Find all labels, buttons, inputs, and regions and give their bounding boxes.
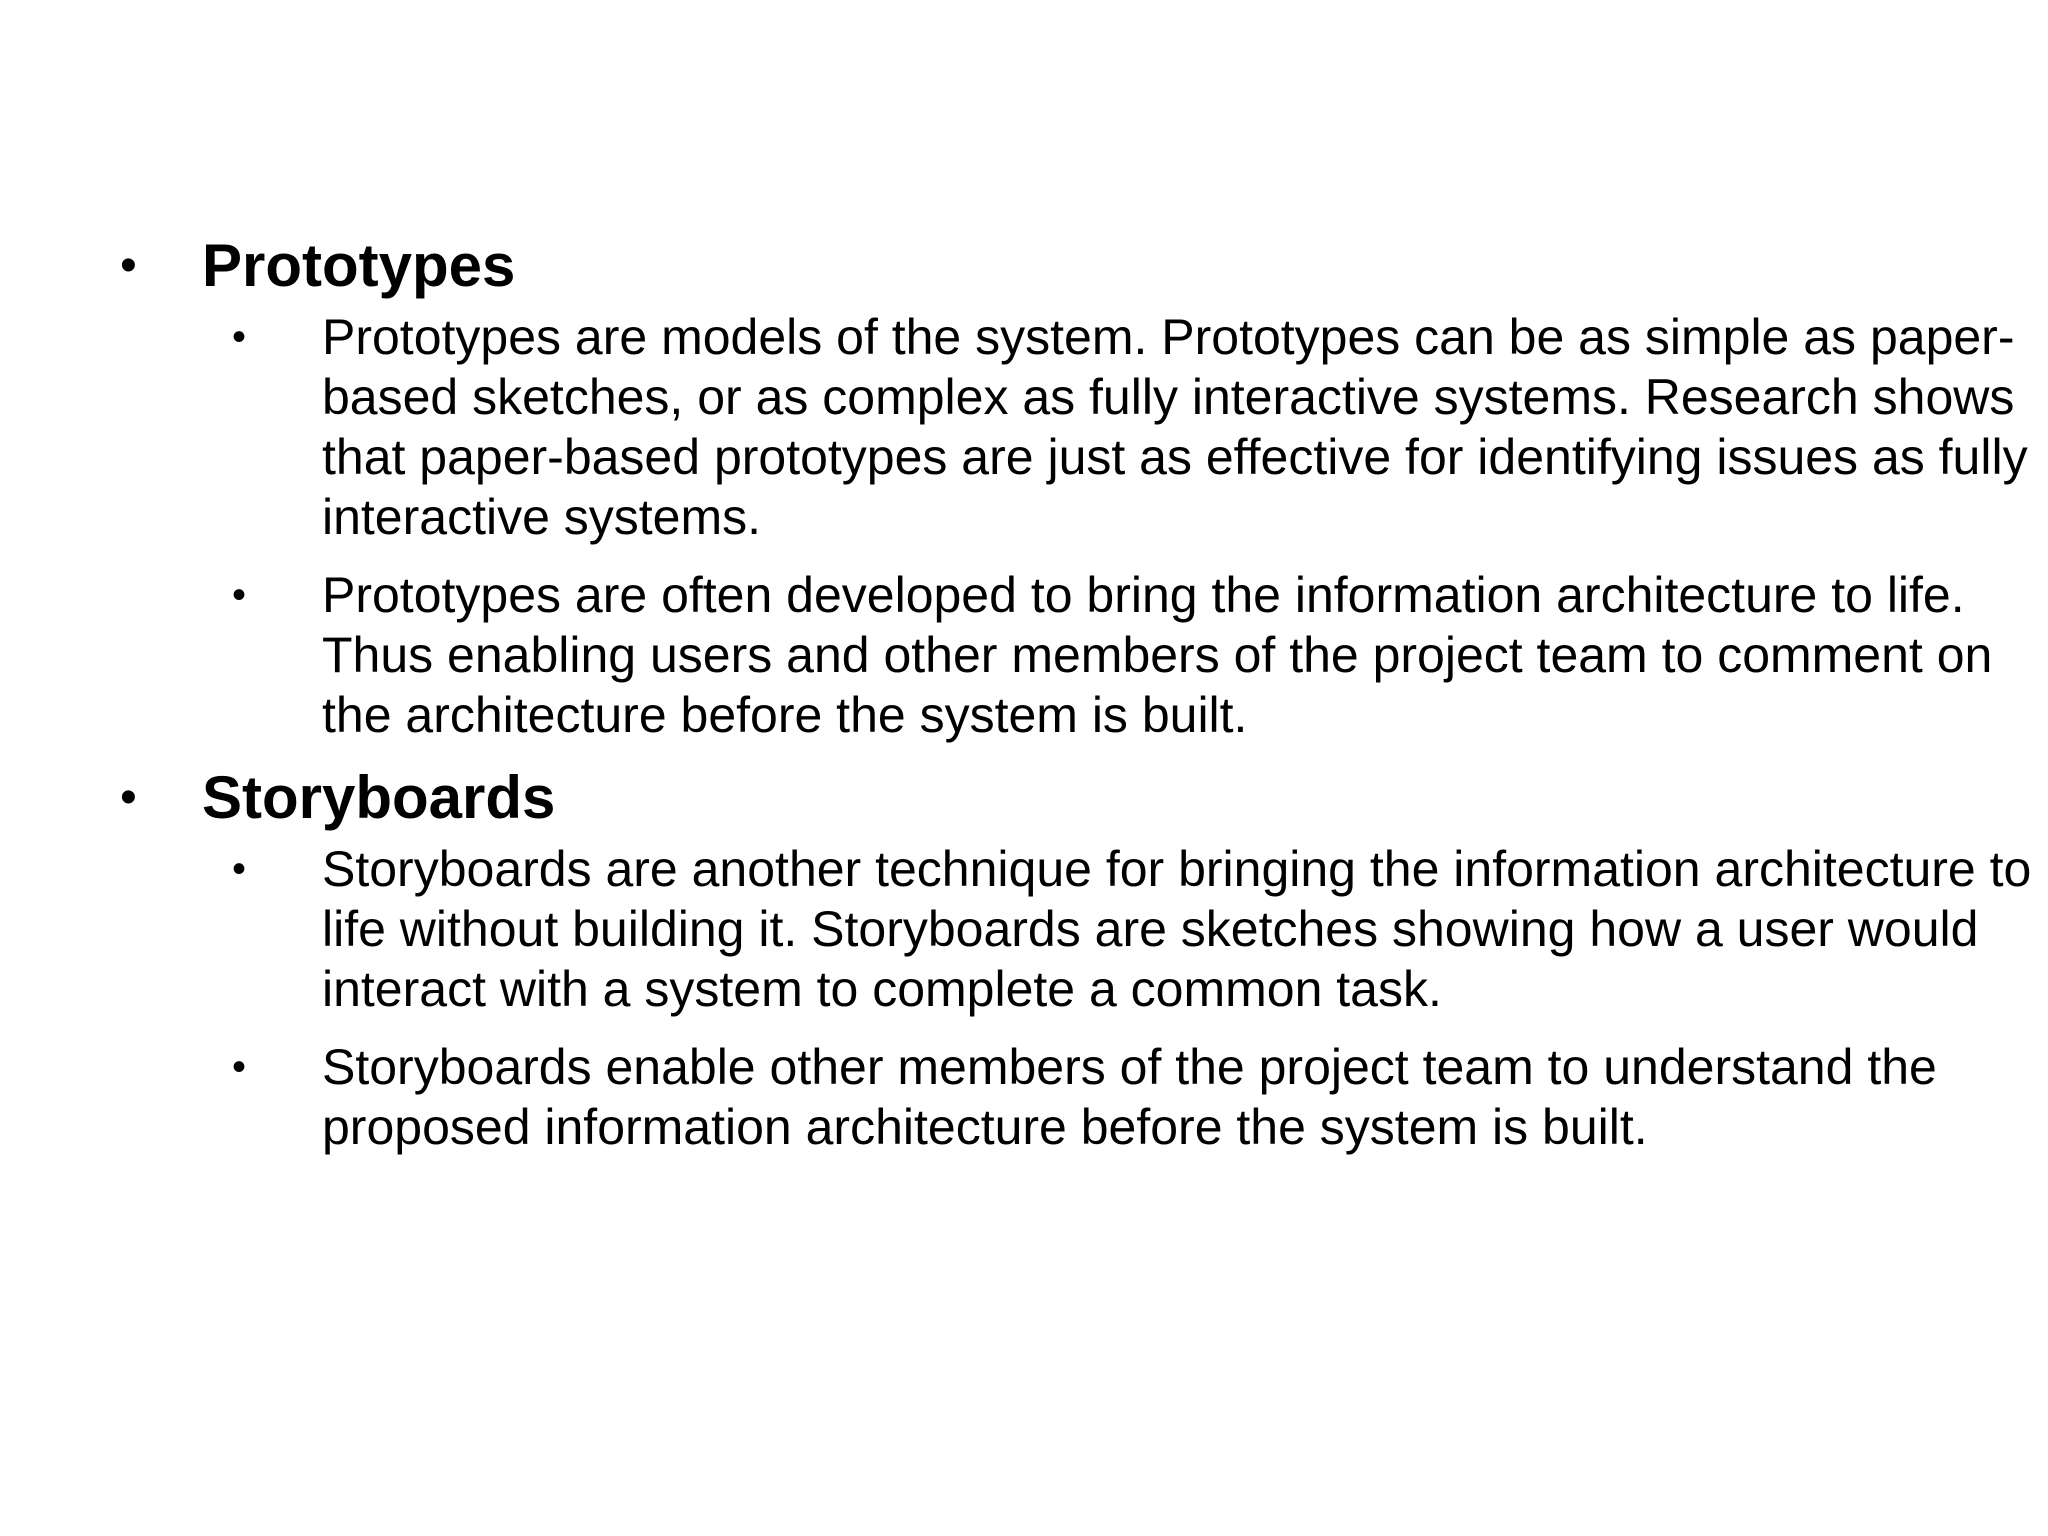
bullet-icon: • (232, 315, 247, 359)
list-item-text: Prototypes are often developed to bring the information architecture to life. Thus enabling users and other members of the project team to comment on the architecture before the system is built. (322, 567, 1993, 743)
slide-content (120, 225, 2032, 1157)
heading-text: Prototypes (202, 232, 516, 299)
bullet-icon: • (120, 239, 137, 292)
bullet-icon: • (120, 771, 137, 824)
section-heading-storyboards (120, 757, 1950, 839)
list-item-text: Prototypes are models of the system. Prototypes can be as simple as paper-based sketches, or as complex as fully interactive systems. Research shows that paper-based prototypes are just as effective for identifying issues as fully interactive systems. (322, 309, 2028, 545)
list-item-text: Storyboards enable other members of the project team to understand the proposed information architecture before the system is built. (322, 1039, 1937, 1155)
bullet-icon: • (232, 573, 247, 617)
bullet-icon: • (232, 1045, 247, 1089)
list-item (232, 565, 2032, 745)
heading-text: Storyboards (202, 764, 556, 831)
list-item-text: Storyboards are another technique for bringing the information architecture to life without building it. Storyboards are sketches showing how a user would interact with a system to complete a common task. (322, 841, 2032, 1017)
section-heading-prototypes (120, 225, 1950, 307)
bullet-icon: • (232, 847, 247, 891)
sub-list-storyboards (120, 839, 2032, 1157)
sub-list-prototypes (120, 307, 2028, 745)
section-prototypes (120, 225, 2028, 745)
list-item (232, 307, 2032, 547)
list-item (232, 839, 2032, 1019)
section-storyboards (120, 757, 2032, 1157)
list-item (232, 1037, 2032, 1157)
